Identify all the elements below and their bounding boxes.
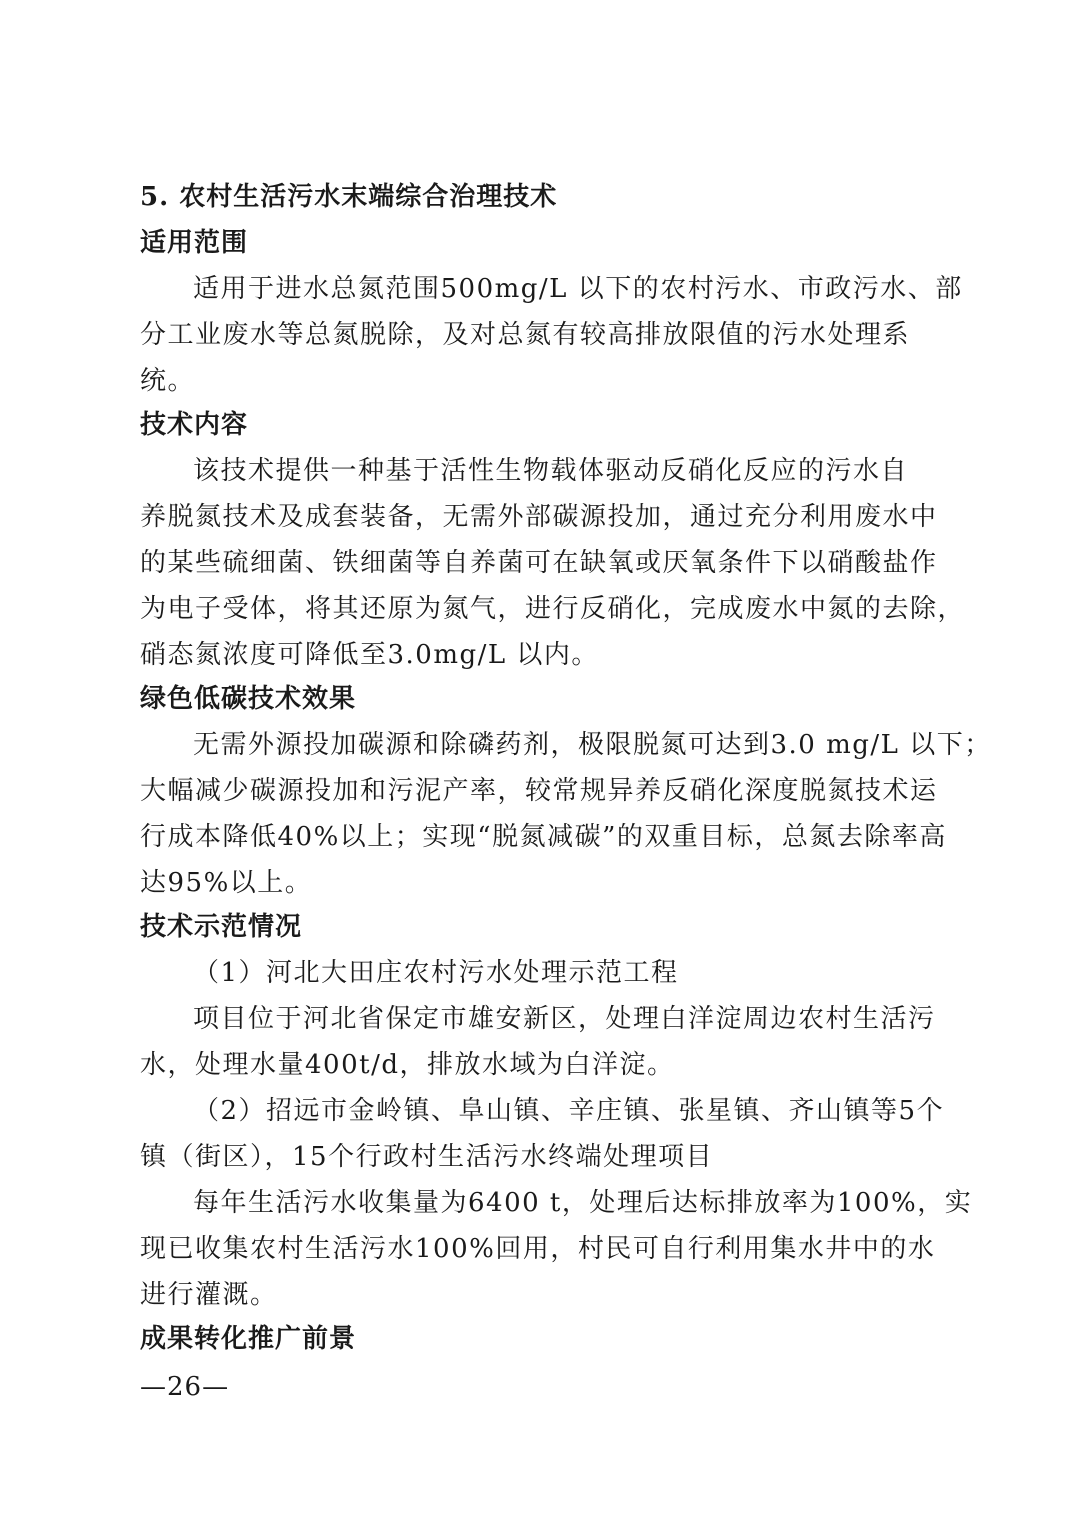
demo-line-5: 镇（街区），15个行政村生活污水终端处理项目: [140, 1142, 714, 1172]
demo-line-7: 现已收集农村生活污水100%回用，村民可自行利用集水井中的水: [140, 1234, 936, 1264]
content-line-5: 硝态氮浓度可降低至3.0mg/L 以内。: [140, 640, 599, 670]
demo-line-6: 每年生活污水收集量为6400 t，处理后达标排放率为100%，实: [193, 1188, 973, 1218]
section-title: 5. 农村生活污水末端综合治理技术: [140, 182, 558, 212]
heading-scope: 适用范围: [140, 228, 249, 258]
demo-line-8: 进行灌溉。: [140, 1280, 278, 1310]
demo-line-3: 水，处理水量400t/d，排放水域为白洋淀。: [140, 1050, 675, 1080]
effect-line-4: 达95%以上。: [140, 868, 313, 898]
effect-line-3: 行成本降低40%以上；实现“脱氮减碳”的双重目标，总氮去除率高: [140, 822, 947, 852]
content-line-1: 该技术提供一种基于活性生物载体驱动反硝化反应的污水自: [193, 456, 909, 486]
heading-content: 技术内容: [140, 410, 249, 440]
content-line-4: 为电子受体，将其还原为氮气，进行反硝化，完成废水中氮的去除，: [140, 594, 966, 624]
effect-line-2: 大幅减少碳源投加和污泥产率，较常规异养反硝化深度脱氮技术运: [140, 776, 938, 806]
effect-line-1: 无需外源投加碳源和除磷药剂，极限脱氮可达到3.0 mg/L 以下；: [193, 730, 992, 760]
scope-line-2: 分工业废水等总氮脱除，及对总氮有较高排放限值的污水处理系: [140, 320, 911, 350]
page-number: —26—: [140, 1372, 230, 1402]
demo-line-2: 项目位于河北省保定市雄安新区，处理白洋淀周边农村生活污: [193, 1004, 936, 1034]
demo-line-4: （2）招远市金岭镇、阜山镇、辛庄镇、张星镇、齐山镇等5个: [193, 1096, 945, 1126]
demo-line-1: （1）河北大田庄农村污水处理示范工程: [193, 958, 679, 988]
heading-demo: 技术示范情况: [140, 912, 303, 942]
scope-line-1: 适用于进水总氮范围500mg/L 以下的农村污水、市政污水、部: [193, 274, 963, 304]
heading-prospect: 成果转化推广前景: [140, 1324, 357, 1354]
heading-effect: 绿色低碳技术效果: [140, 684, 357, 714]
scope-line-3: 统。: [140, 366, 196, 396]
content-line-2: 养脱氮技术及成套装备，无需外部碳源投加，通过充分利用废水中: [140, 502, 938, 532]
content-line-3: 的某些硫细菌、铁细菌等自养菌可在缺氧或厌氧条件下以硝酸盐作: [140, 548, 938, 578]
